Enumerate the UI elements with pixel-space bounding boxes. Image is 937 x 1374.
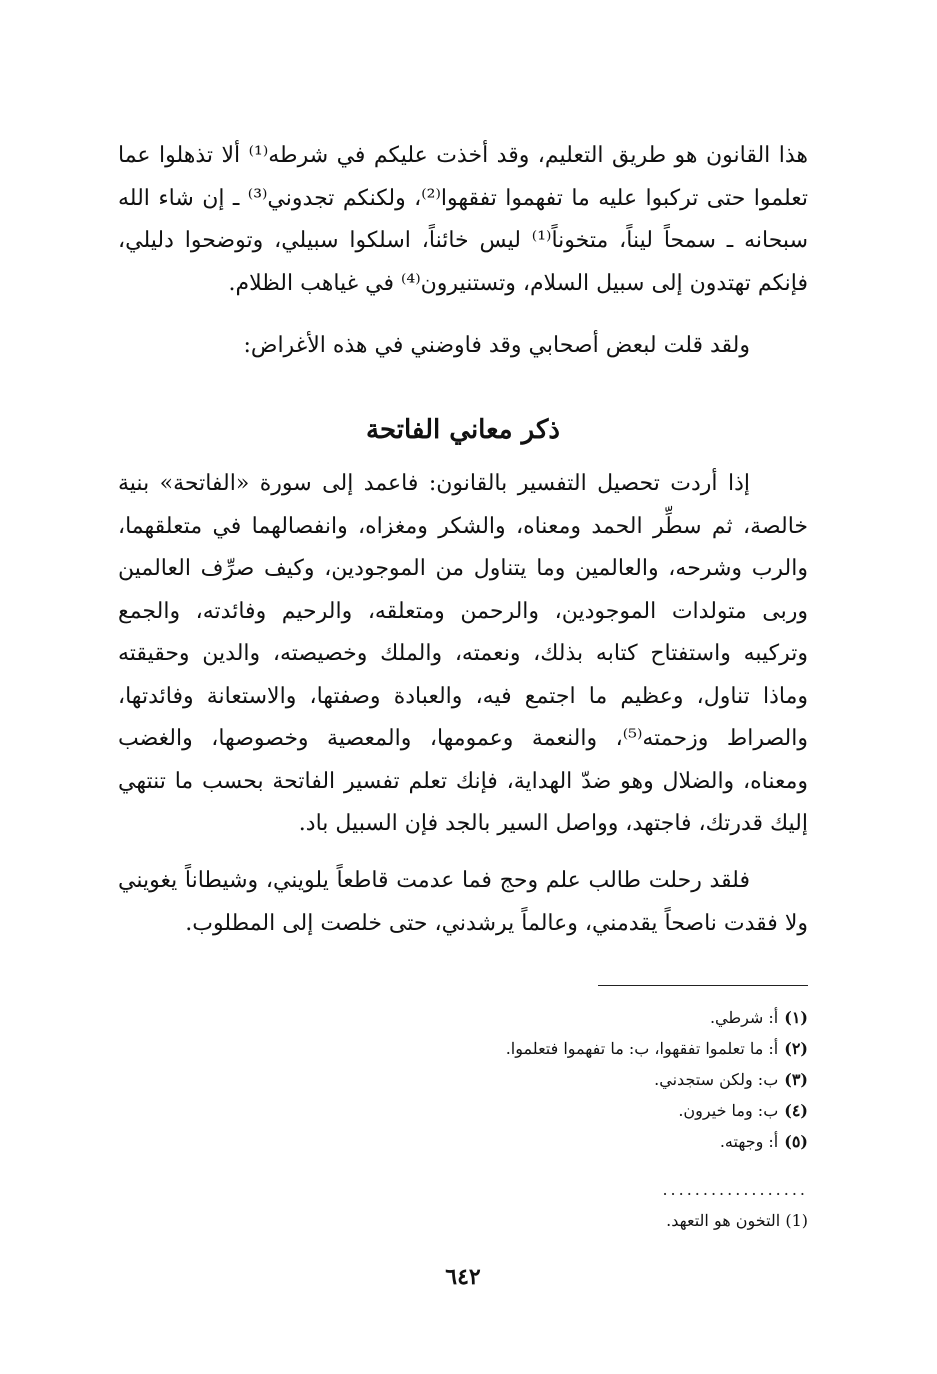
- footnote-number: (٤): [784, 1101, 808, 1120]
- footnote-item: [118, 1002, 808, 1033]
- footnote-item: [118, 1095, 808, 1126]
- page-number: ٦٤٢: [445, 1264, 481, 1290]
- paragraph-travel: فلقد رحلت طالب علم وحج فما عدمت قاطعاً يلويني، وشيطاناً يغويني ولا فقدت ناصحاً يقدمني، وعالماً يرشدني، حتى خلصت إلى المطلوب.: [118, 868, 808, 936]
- footnote-text: أ: شرطي.: [709, 1008, 779, 1027]
- footnote-text: ب: ولكن ستجدني.: [654, 1070, 779, 1089]
- dotted-separator: ..................: [662, 1180, 808, 1199]
- paragraph-companions-intro: ولقد قلت لبعض أصحابي وقد فاوضني في هذه الأغراض:: [243, 333, 750, 358]
- section-heading: ذكر معاني الفاتحة: [366, 415, 560, 445]
- editor-note: (1) التخون هو التعهد.: [666, 1211, 808, 1230]
- footnote-number: (٣): [784, 1070, 808, 1089]
- paragraph-fatiha-meanings: إذا أردت تحصيل التفسير بالقانون: فاعمد إلى سورة «الفاتحة» بنية خالصة، ثم سطِّر الحمد ومعناه، والشكر ومغزاه، وانفصالهما في متعلقهما، والرب وشرحه، والعالمين وما يتناول من الموجودين، وكيف صرِّف العالمين وربى متولدات الموجودين، والرحمن ومتعلقه، والرحيم وفائدته، والجمع وتركيبه واستفتاح كتابه بذلك، ونعمته، والملك وخصيصته، والدين وحقيقته وماذا تناول، وعظيم ما اجتمع فيه، والعبادة وصفتها، والاستعانة وفائدتها، والصراط وزحمته⁽⁵⁾، والنعمة وعمومها، والمعصية وخصوصها، والغضب ومعناه، والضلال وهو ضدّ الهداية، فإنك تعلم تفسير الفاتحة بحسب ما تنتهي إليك قدرتك، فاجتهد، وواصل السير بالجد فإن السبيل باد.: [118, 471, 808, 836]
- footnote-item: [118, 1064, 808, 1095]
- footnote-item: [118, 1033, 808, 1064]
- footnote-separator-line: [598, 985, 808, 986]
- footnote-number: (٥): [784, 1132, 808, 1151]
- footnote-text: أ: ما تعلموا تفقهوا، ب: ما تفهموا فتعلموا.: [505, 1039, 779, 1058]
- footnote-item: [118, 1126, 808, 1157]
- paragraph-law-of-teaching: هذا القانون هو طريق التعليم، وقد أخذت عليكم في شرطه⁽¹⁾ ألا تذهلوا عما تعلموا حتى تركبوا عليه ما تفهموا تفقهوا⁽²⁾، ولكنكم تجدوني⁽³⁾ ـ إن شاء الله سبحانه ـ سمحاً ليناً، متخوناً⁽¹⁾ ليس خائناً، اسلكوا سبيلي، وتوضحوا دليلي، فإنكم تهتدون إلى سبيل السلام، وتستنيرون⁽⁴⁾ في غياهب الظلام.: [118, 143, 809, 296]
- footnote-number: (١): [784, 1008, 808, 1027]
- footnote-text: أ: وجهته.: [719, 1132, 779, 1151]
- footnote-number: (٢): [784, 1039, 808, 1058]
- footnotes-list: [118, 1002, 808, 1157]
- footnote-text: ب: وما خيرون.: [678, 1101, 779, 1120]
